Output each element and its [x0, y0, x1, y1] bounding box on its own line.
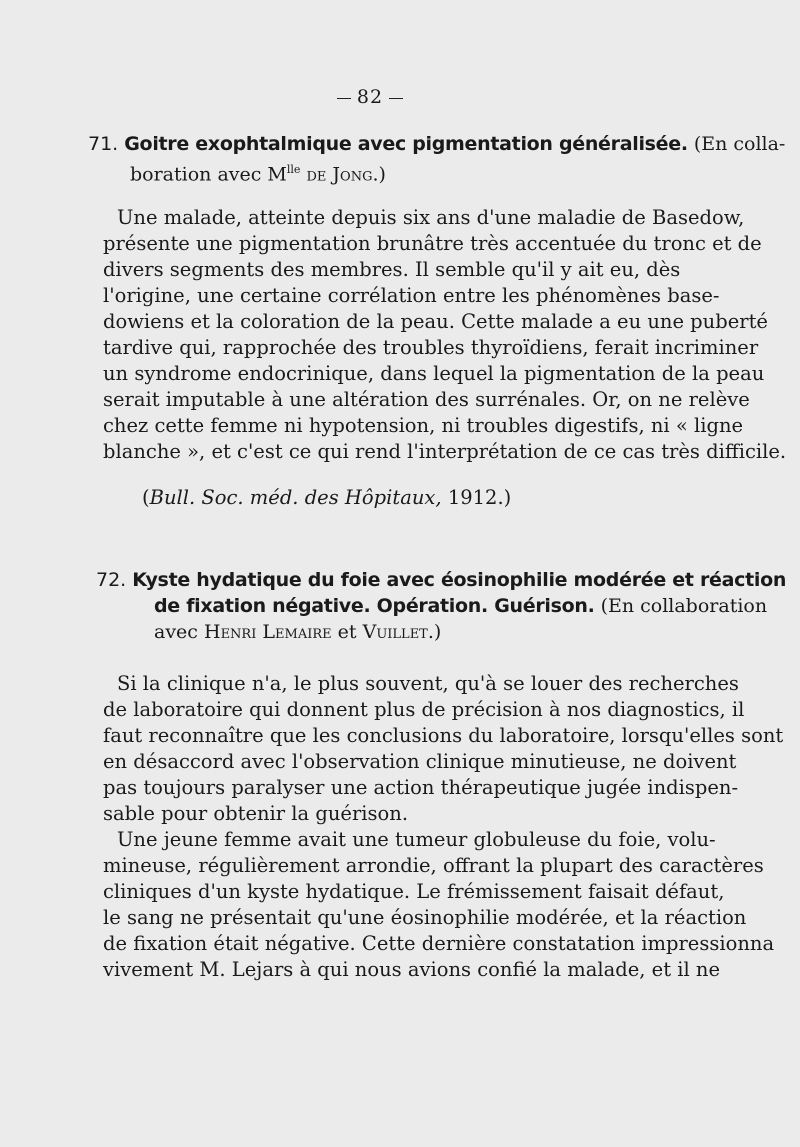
- entry-72-line: Si la clinique n'a, le plus souvent, qu'à se louer des recherches: [117, 672, 739, 695]
- entry-72-collab-line: [154, 620, 441, 644]
- entry-72-title-cont: [154, 594, 767, 618]
- entry-71-reference: [142, 486, 511, 510]
- entry-71-heading: [88, 132, 785, 156]
- page-number-value: 82: [356, 86, 384, 108]
- entry-71-title: Goitre exophtalmique avec pigmentation généralisée.: [124, 133, 688, 155]
- entry-71-line: Une malade, atteinte depuis six ans d'une maladie de Basedow,: [117, 206, 745, 229]
- entry-72-heading: [96, 568, 786, 592]
- ref-close: .): [497, 486, 512, 509]
- ref-open: (: [142, 486, 150, 509]
- entry-71-line: divers segments des membres. Il semble qu'il y ait eu, dès: [103, 258, 681, 281]
- entry-72-collab-start: (En collaboration: [600, 595, 768, 617]
- entry-71-number: 71.: [88, 133, 119, 155]
- entry-72-collab-text: avec: [154, 621, 198, 643]
- entry-72-collab-name2: Vuillet: [362, 621, 428, 643]
- entry-72-collab-end: .): [427, 621, 442, 643]
- entry-72-title-line2: de fixation négative. Opération. Guérison.: [154, 595, 595, 617]
- entry-71-line: serait imputable à une altération des surrénales. Or, on ne relève: [103, 388, 750, 411]
- dash-right: [389, 98, 403, 99]
- entry-72-collab-and: et: [337, 621, 357, 643]
- entry-71-collab-text: boration avec M: [130, 163, 287, 186]
- entry-72-line: pas toujours paralyser une action thérapeutique jugée indispen-: [103, 776, 739, 799]
- entry-71-line: un syndrome endocrinique, dans lequel la pigmentation de la peau: [103, 362, 765, 385]
- entry-72-collab-name1: Henri Lemaire: [204, 621, 332, 643]
- ref-journal: Bull. Soc. méd. des Hôpitaux,: [149, 486, 442, 509]
- entry-72-line: Une jeune femme avait une tumeur globuleuse du foie, volu-: [117, 828, 716, 851]
- entry-71-line: tardive qui, rapprochée des troubles thyroïdiens, ferait incriminer: [103, 336, 759, 359]
- entry-72-line: faut reconnaître que les conclusions du laboratoire, lorsqu'elles sont: [103, 724, 784, 747]
- entry-71-collab-end: .): [372, 163, 386, 186]
- entry-71-line: l'origine, une certaine corrélation entre les phénomènes base-: [103, 284, 720, 307]
- entry-72-line: mineuse, régulièrement arrondie, offrant la plupart des caractères: [103, 854, 764, 877]
- dash-left: [337, 98, 351, 99]
- entry-72-line: sable pour obtenir la guérison.: [103, 802, 409, 825]
- entry-71-line: présente une pigmentation brunâtre très accentuée du tronc et de: [103, 232, 762, 255]
- page-number: [0, 86, 740, 108]
- entry-72-line: en désaccord avec l'observation clinique minutieuse, ne doivent: [103, 750, 737, 773]
- entry-72-title-line1: Kyste hydatique du foie avec éosinophilie modérée et réaction: [132, 569, 787, 591]
- entry-71-line: blanche », et c'est ce qui rend l'interprétation de ce cas très difficile.: [103, 440, 787, 463]
- entry-71-collab-line: [130, 158, 386, 186]
- entry-72-line: cliniques d'un kyste hydatique. Le frémissement faisait défaut,: [103, 880, 725, 903]
- entry-72-number: 72.: [96, 569, 127, 591]
- entry-71-line: chez cette femme ni hypotension, ni troubles digestifs, ni « ligne: [103, 414, 744, 437]
- entry-72-line: vivement M. Lejars à qui nous avions confié la malade, et il ne: [103, 958, 721, 981]
- entry-71-collab-name: de Jong: [306, 163, 373, 186]
- entry-71-line: dowiens et la coloration de la peau. Cette malade a eu une puberté: [103, 310, 768, 333]
- entry-72-line: de laboratoire qui donnent plus de précision à nos diagnostics, il: [103, 698, 745, 721]
- entry-72-line: de fixation était négative. Cette dernière constatation impressionna: [103, 932, 775, 955]
- entry-72-line: le sang ne présentait qu'une éosinophilie modérée, et la réaction: [103, 906, 747, 929]
- entry-71-collab-start: (En colla-: [693, 133, 786, 155]
- ref-year: 1912: [447, 486, 498, 509]
- entry-71-collab-sup: lle: [286, 163, 301, 176]
